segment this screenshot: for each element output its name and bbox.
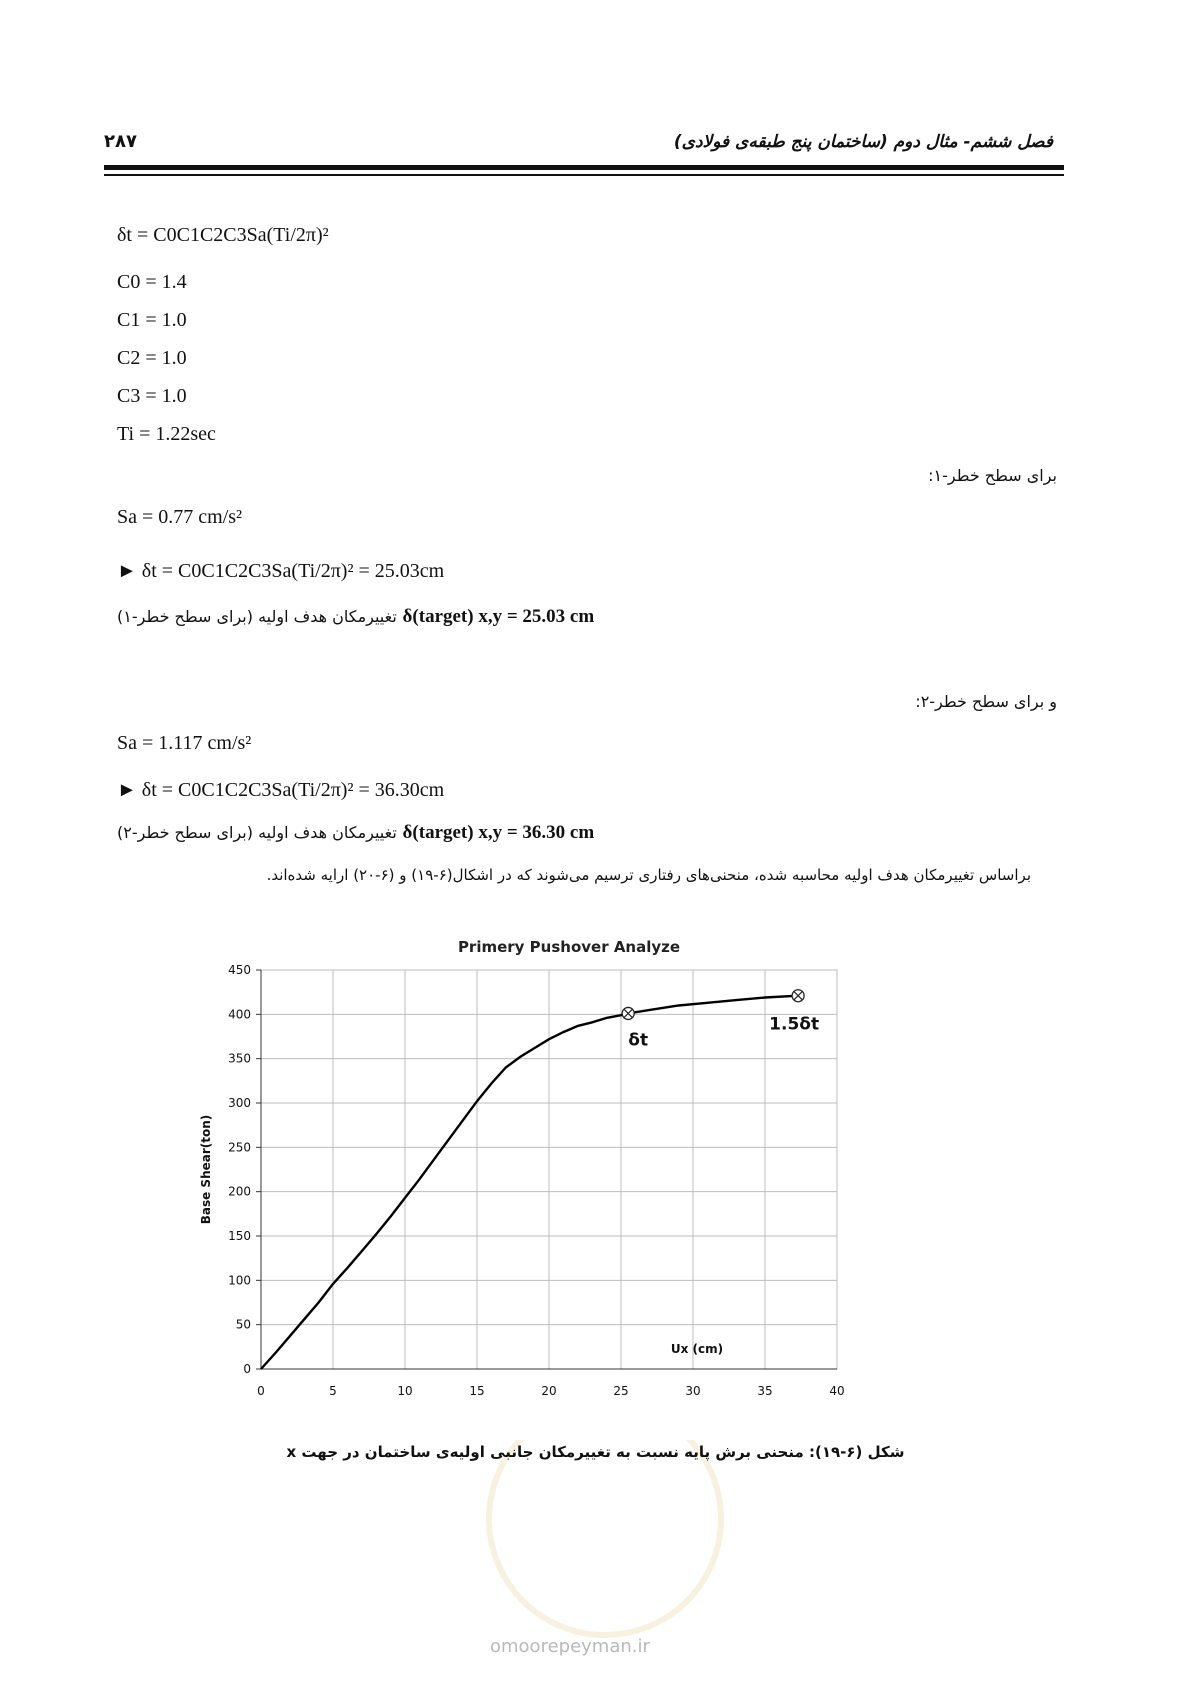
- hazard2-result-value: δ(target) x,y = 36.30 cm: [402, 822, 595, 843]
- header-rule-thick: [104, 165, 1064, 170]
- x-tick-label: 15: [469, 1384, 485, 1398]
- hazard1-result: [117, 606, 594, 628]
- x-tick-label: 5: [329, 1384, 337, 1398]
- body-paragraph: براساس تغییرمکان هدف اولیه محاسبه شده، منحنی‌های رفتاری ترسیم می‌شوند که در اشکال(۶-۱۹) و (۶-۲۰) ارایه شده‌اند.: [266, 866, 1031, 884]
- equation-delta: δt = C0C1C2C3Sa(Ti/2π)²: [117, 224, 329, 246]
- equation-ti: Ti = 1.22sec: [117, 423, 216, 445]
- equation-c2: C2 = 1.0: [117, 347, 187, 369]
- hazard1-result-value: δ(target) x,y = 25.03 cm: [402, 606, 595, 627]
- chart-title: Primery Pushover Analyze: [457, 938, 681, 956]
- watermark-text: omoorepeyman.ir: [490, 1636, 650, 1657]
- x-tick-label: 0: [257, 1384, 265, 1398]
- equation-c0: C0 = 1.4: [117, 271, 187, 293]
- hazard2-delta: ► δt = C0C1C2C3Sa(Ti/2π)² = 36.30cm: [117, 779, 445, 801]
- y-axis-label: Base Shear(ton): [199, 1114, 213, 1225]
- header-rule-thin: [104, 174, 1064, 176]
- figure-caption: شکل (۶-۱۹): منحنی برش پایه نسبت به تغییرمکان جانبی اولیه‌ی ساختمان در جهت x: [286, 1443, 905, 1461]
- y-tick-label: 450: [228, 963, 251, 977]
- x-tick-label: 35: [757, 1384, 773, 1398]
- y-tick-label: 50: [235, 1317, 251, 1332]
- y-tick-label: 100: [228, 1273, 251, 1288]
- hazard1-result-label: تغییرمکان هدف اولیه (برای سطح خطر-۱): [117, 607, 397, 626]
- y-tick-label: 250: [228, 1140, 251, 1155]
- x-axis-label: Ux (cm): [670, 1342, 724, 1356]
- hazard2-heading: و برای سطح خطر-۲:: [915, 692, 1057, 711]
- y-tick-label: 200: [228, 1184, 251, 1199]
- hazard1-delta: ► δt = C0C1C2C3Sa(Ti/2π)² = 25.03cm: [117, 560, 445, 582]
- y-tick-label: 400: [228, 1007, 251, 1022]
- y-tick-label: 350: [228, 1051, 251, 1066]
- hazard1-heading: برای سطح خطر-۱:: [928, 466, 1057, 485]
- marker-label: δt: [628, 1030, 649, 1051]
- x-tick-label: 10: [397, 1384, 413, 1398]
- page-number: ۲۸۷: [104, 131, 137, 152]
- marker-label: 1.5δt: [769, 1014, 820, 1035]
- hazard2-result: [117, 822, 594, 844]
- x-tick-label: 25: [613, 1384, 629, 1398]
- equation-c3: C3 = 1.0: [117, 385, 187, 407]
- y-tick-label: 0: [243, 1362, 251, 1376]
- chart-svg: [190, 920, 930, 1440]
- x-tick-label: 20: [541, 1384, 557, 1398]
- chapter-title: فصل ششم- مثال دوم (ساختمان پنج طبقه‌ی فولادی): [673, 132, 1053, 152]
- y-tick-label: 150: [228, 1229, 251, 1243]
- hazard2-sa: Sa = 1.117 cm/s²: [117, 732, 252, 754]
- x-tick-label: 40: [829, 1384, 845, 1398]
- y-tick-label: 300: [228, 1096, 251, 1110]
- x-tick-label: 30: [685, 1384, 701, 1398]
- hazard2-result-label: تغییرمکان هدف اولیه (برای سطح خطر-۲): [117, 823, 397, 842]
- pushover-chart: [190, 920, 930, 1440]
- equation-c1: C1 = 1.0: [117, 309, 187, 331]
- hazard1-sa: Sa = 0.77 cm/s²: [117, 506, 243, 528]
